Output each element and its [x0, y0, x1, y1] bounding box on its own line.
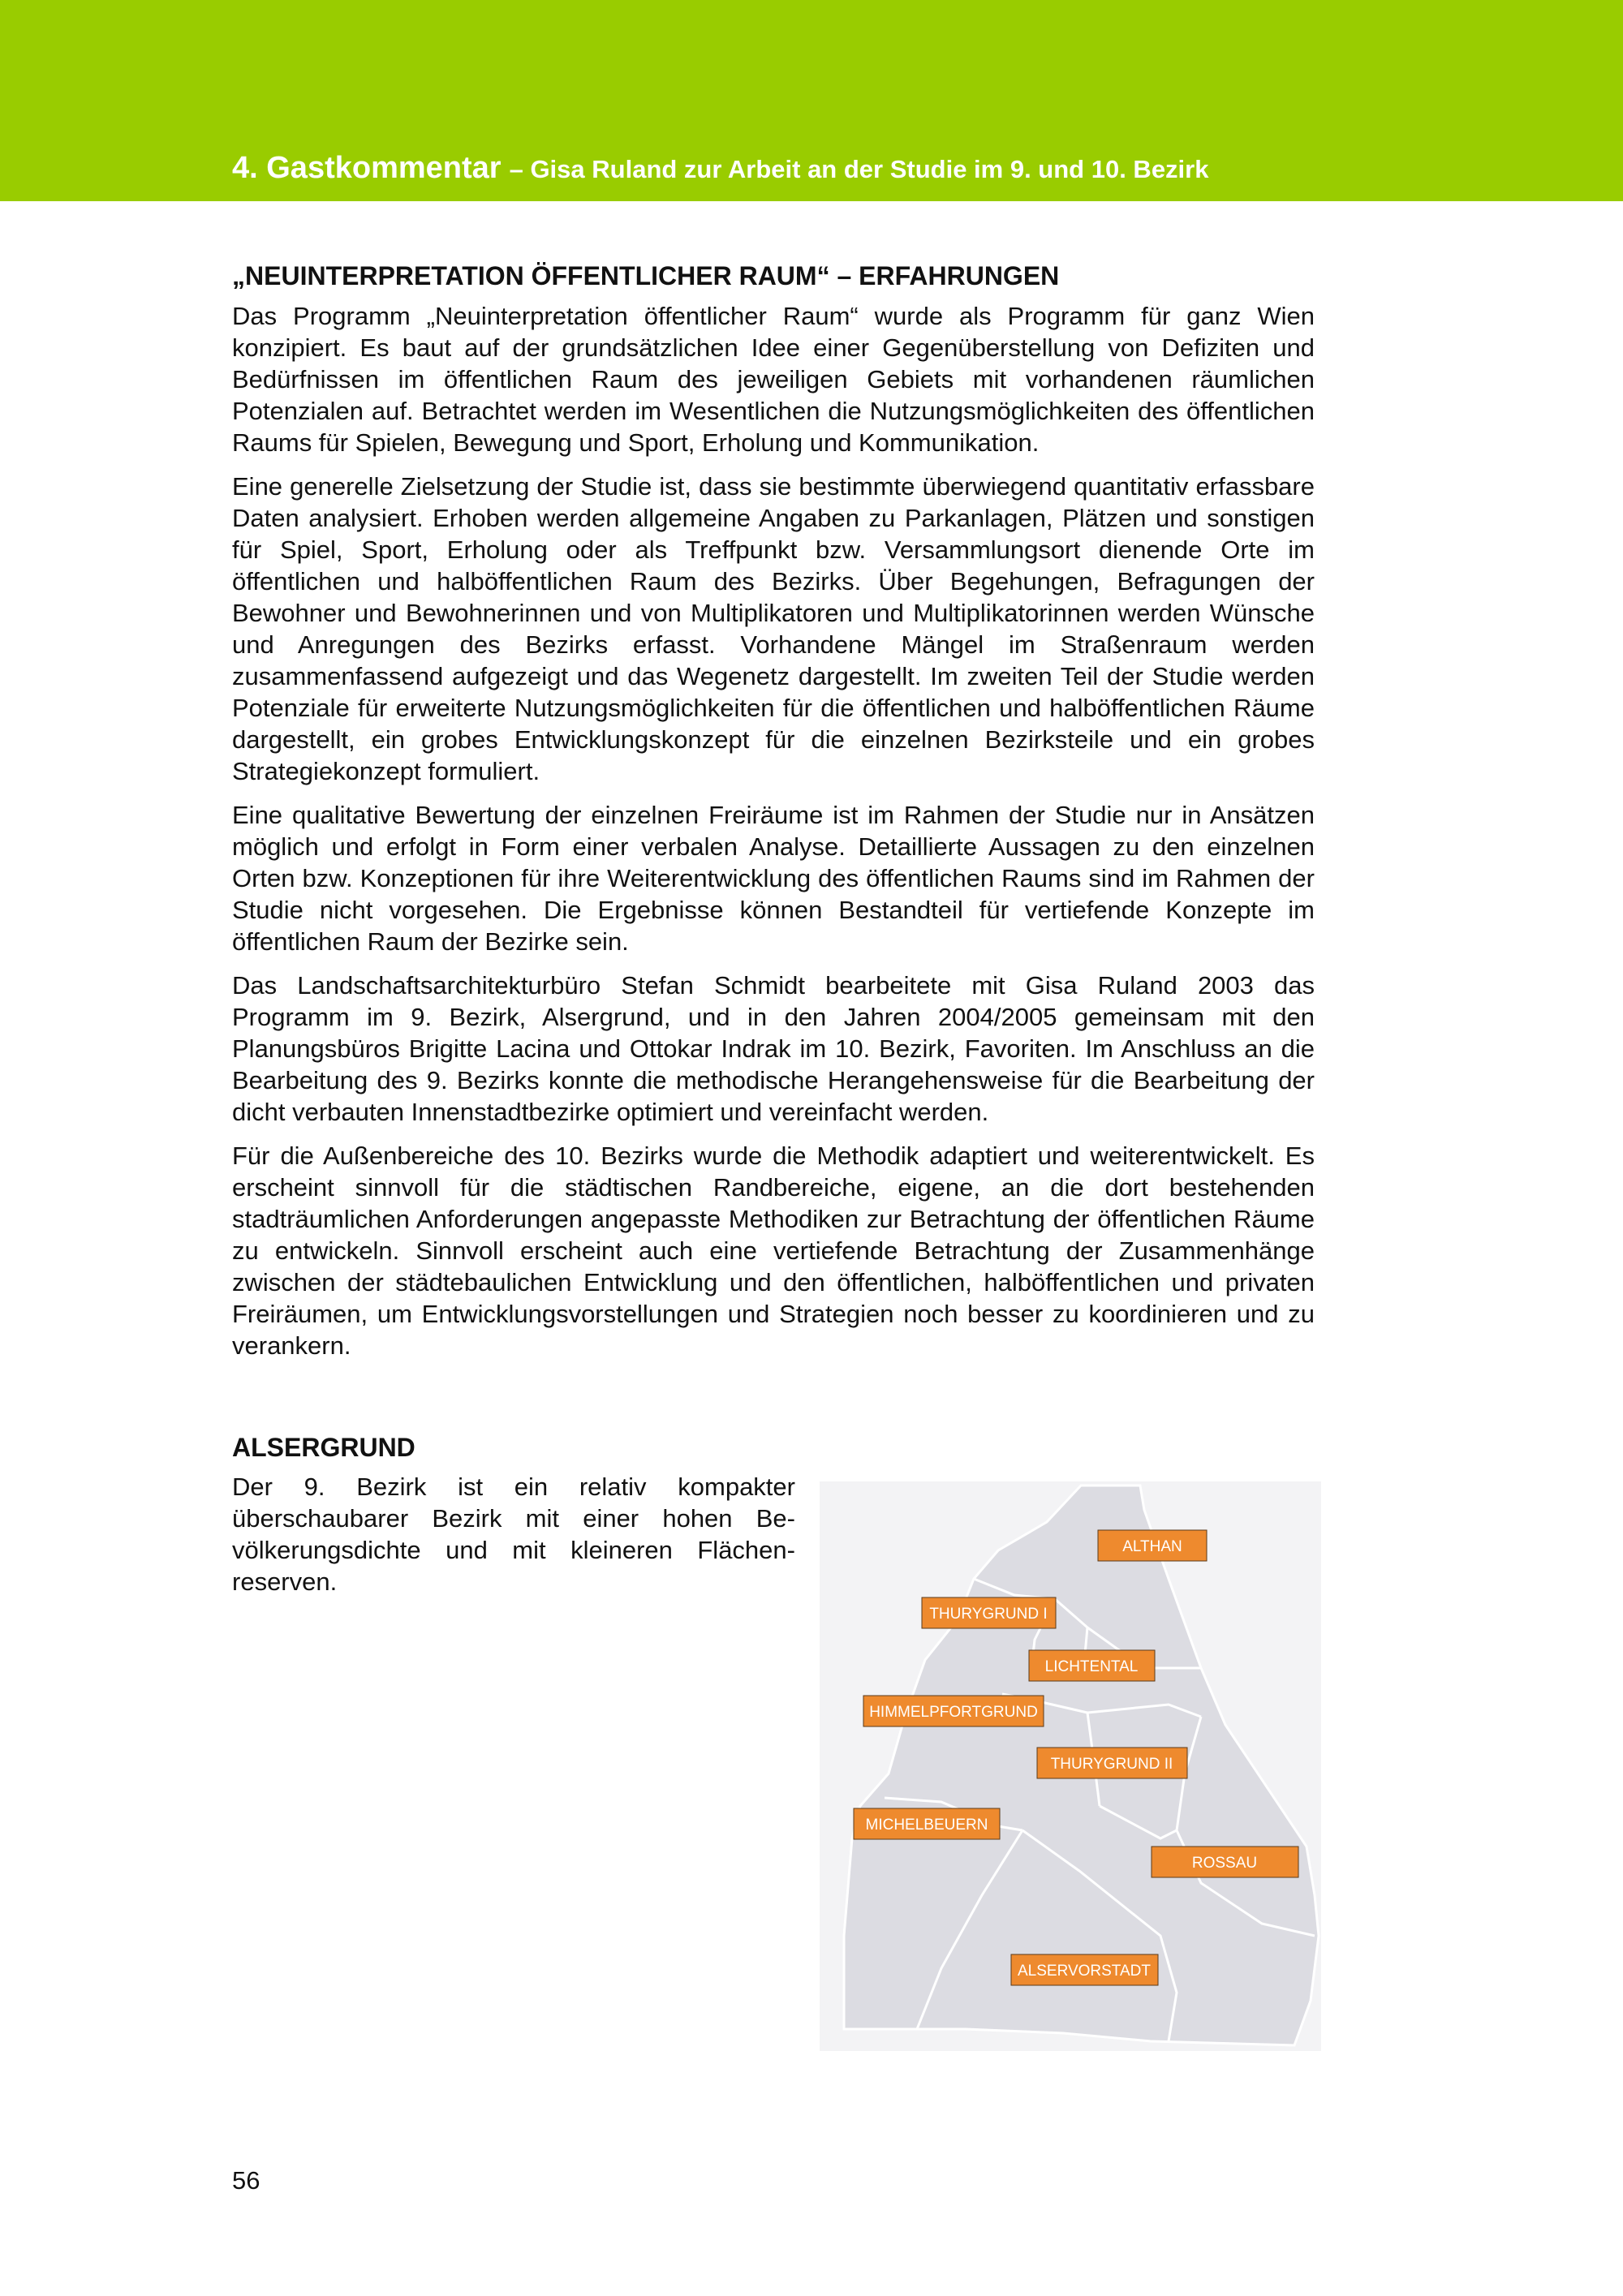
alsergrund-section: [232, 1433, 1315, 1980]
label-michelbeuern: [854, 1808, 1000, 1839]
label-text: THURYGRUND I: [929, 1606, 1048, 1623]
label-rossau: [1152, 1847, 1298, 1877]
label-text: ALSERVORSTADT: [1017, 1963, 1152, 1980]
chapter-title: 4. Gastkommentar: [232, 151, 502, 185]
label-text: ALTHAN: [1122, 1538, 1182, 1555]
alsergrund-heading: ALSERGRUND: [232, 1433, 415, 1462]
chapter-subtitle: – Gisa Ruland zur Arbeit an der Studie im 9. und 10. Bezirk: [509, 155, 1209, 183]
label-text: ROSSAU: [1191, 1855, 1258, 1872]
label-text: THURYGRUND II: [1050, 1756, 1173, 1773]
paragraph-2: Eine generelle Zielsetzung der Studie ist, dass sie bestimmte überwiegend quantitativ erfassbare Daten analysiert. Erhoben werden allgemeine Angaben zu Parkanlagen, Plätzen und sonstigen für Spiel, Sport, Erholung oder als Treffpunkt bzw. Versammlungsort dienende Orte im öffentlichen und halböffentlichen Raum des Bezirks. Über Begehungen, Befragungen der Bewohner und Bewohnerinnen und von Multiplikatoren und Multiplikatorinnen werden Wünsche und Anregungen des Bezirks erfasst. Vorhandene Mängel im Straßenraum werden zusammenfassend aufgezeigt und das Wegenetz dargestellt. Im zweiten Teil der Studie werden Potenziale für erweiterte Nutzungsmöglichkeiten für die öffentlichen und halböffentlichen Räume dargestellt, ein grobes Entwicklungskonzept für die einzelnen Bezirksteile und ein grobes Strategiekonzept formuliert.: [232, 471, 1315, 785]
label-lichtental: [1029, 1650, 1155, 1681]
page-header-title: [232, 151, 1208, 186]
paragraph-4: Das Landschaftsarchitekturbüro Stefan Schmidt bearbeitete mit Gisa Ruland 2003 das Programm im 9. Bezirk, Alsergrund, und in den Jahren 2004/2005 gemeinsam mit den Planungsbüros Brigitte Lacina und Ottokar Indrak im 10. Bezirk, Favoriten. Im Anschluss an die Bearbeitung des 9. Bezirks konnte die methodische Herangehensweise für die Bearbeitung der dicht verbauten Innenstadtbezirke optimiert und vereinfacht werden.: [232, 970, 1315, 1126]
district-map: [820, 1481, 1321, 2051]
label-alservorstadt: [1011, 1954, 1158, 1985]
label-althan: [1098, 1530, 1207, 1561]
paragraph-5: Für die Außenbereiche des 10. Bezirks wurde die Methodik adaptiert und weiterentwickelt. Es erscheint sinnvoll für die städtischen Randbereiche, eigene, an die dort bestehenden stadträumlichen Anforderungen angepasste Methodiken zur Betrachtung der öffentlichen Räume zu entwickeln. Sinnvoll erscheint auch eine vertiefende Betrachtung der Zusammenhänge zwischen der städtebaulichen Entwicklung und den öffentlichen, halböffentlichen und privaten Freiräumen, um Entwicklungsvorstellungen und Strategien noch besser zu koordinieren und zu verankern.: [232, 1141, 1315, 1360]
section-heading: „NEUINTERPRETATION ÖFFENTLICHER RAUM“ – ERFAHRUNGEN: [232, 261, 1060, 290]
paragraph-3: Eine qualitative Bewertung der einzelnen Freiräume ist im Rahmen der Studie nur in Ansätzen möglich und erfolgt in Form einer verbalen Analyse. Detaillierte Aussagen zu den einzelnen Orten bzw. Konzeptionen für ihre Weiterentwicklung des öffentlichen Raums sind im Rahmen der Studie nicht vorgesehen. Die Ergebnisse können Bestandteil für vertiefende Konzepte im öffentlichen Raum der Bezirke sein.: [232, 800, 1315, 956]
label-text: MICHELBEUERN: [865, 1817, 988, 1834]
main-content: [232, 243, 1315, 1374]
alsergrund-text: Der 9. Bezirk ist ein relativ kompakter überschaubarer Bezirk mit einer hohen Bevölkerungsdichte und mit kleineren Flächenreserven.: [232, 1473, 795, 1596]
label-himmelpfortgrund: [863, 1696, 1044, 1726]
label-thurygrund-i: [922, 1597, 1056, 1628]
label-text: LICHTENTAL: [1044, 1658, 1139, 1675]
label-thurygrund-ii: [1037, 1748, 1187, 1778]
district-map-svg: [820, 1481, 1321, 2051]
paragraph-1: Das Programm „Neuinterpretation öffentlicher Raum“ wurde als Programm für ganz Wien konzipiert. Es baut auf der grundsätzlichen Idee einer Gegenüberstellung von Defiziten und Bedürfnissen im öffentlichen Raum des jeweiligen Gebiets mit vorhandenen räumlichen Potenzialen auf. Betrachtet werden im Wesentlichen die Nutzungsmöglichkeiten des öffentlichen Raums für Spielen, Bewegung und Sport, Erholung und Kommunikation.: [232, 301, 1315, 457]
page-number: 56: [232, 2166, 260, 2195]
label-text: HIMMELPFORTGRUND: [869, 1704, 1038, 1721]
